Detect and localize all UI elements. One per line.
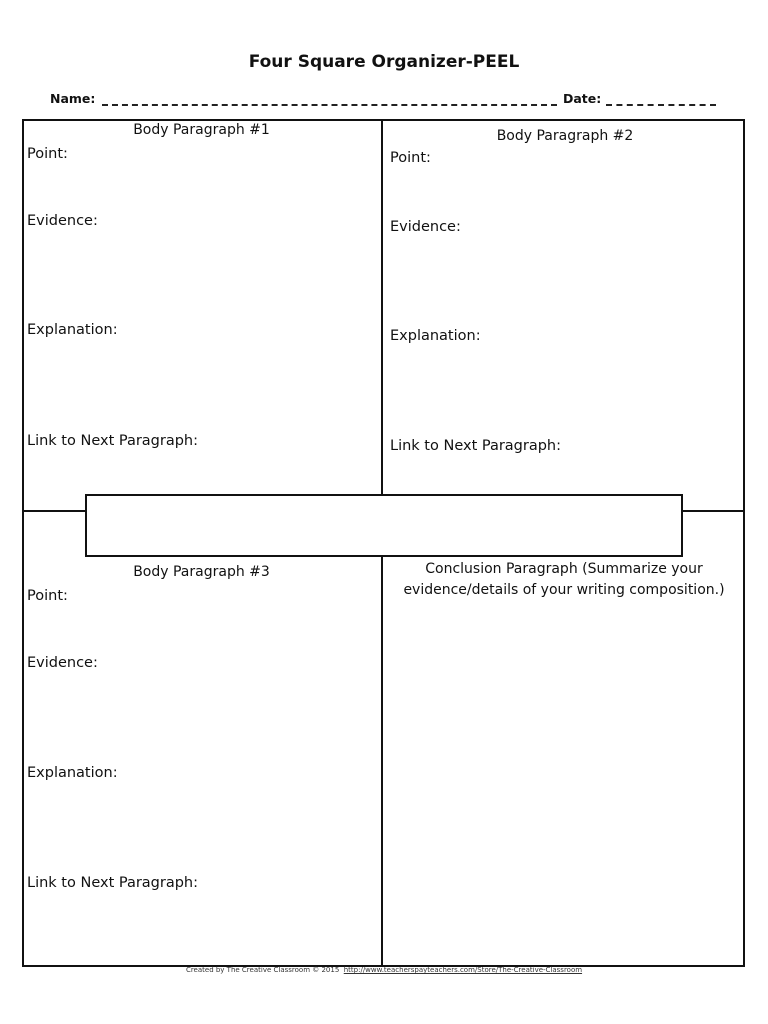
horizontal-divider-right bbox=[682, 510, 745, 512]
q3-evidence-label: Evidence: bbox=[27, 655, 98, 671]
footer-store-link[interactable]: http://www.teacherspayteachers.com/Store/The-Creative-Classroom bbox=[343, 966, 583, 974]
name-label: Name: bbox=[50, 91, 96, 106]
q2-evidence-label: Evidence: bbox=[390, 219, 461, 235]
topic-box[interactable] bbox=[85, 494, 683, 557]
footer-credit-text: Created by The Creative Classroom © 2015 bbox=[185, 966, 340, 974]
q3-point-label: Point: bbox=[27, 588, 68, 604]
q3-link-label: Link to Next Paragraph: bbox=[27, 875, 199, 891]
body-paragraph-2-heading: Body Paragraph #2 bbox=[496, 128, 634, 144]
body-paragraph-1-heading: Body Paragraph #1 bbox=[133, 122, 270, 138]
q1-link-label: Link to Next Paragraph: bbox=[27, 433, 199, 449]
conclusion-heading bbox=[385, 559, 743, 601]
date-field[interactable] bbox=[606, 104, 716, 106]
q1-explanation-label: Explanation: bbox=[27, 322, 118, 338]
name-field[interactable] bbox=[102, 104, 557, 106]
q1-point-label: Point: bbox=[27, 146, 68, 162]
footer-credit bbox=[0, 966, 768, 974]
q3-explanation-label: Explanation: bbox=[27, 765, 118, 781]
page-title: Four Square Organizer-PEEL bbox=[248, 52, 520, 72]
name-date-line bbox=[50, 91, 720, 109]
date-label: Date: bbox=[563, 91, 602, 106]
q2-link-label: Link to Next Paragraph: bbox=[390, 438, 562, 454]
horizontal-divider-left bbox=[22, 510, 86, 512]
conclusion-heading-line-1: Conclusion Paragraph (Summarize your bbox=[425, 561, 703, 577]
q2-explanation-label: Explanation: bbox=[390, 328, 481, 344]
q1-evidence-label: Evidence: bbox=[27, 213, 98, 229]
q2-point-label: Point: bbox=[390, 150, 431, 166]
conclusion-heading-line-2: evidence/details of your writing composition.) bbox=[403, 582, 725, 598]
body-paragraph-3-heading: Body Paragraph #3 bbox=[133, 564, 270, 580]
